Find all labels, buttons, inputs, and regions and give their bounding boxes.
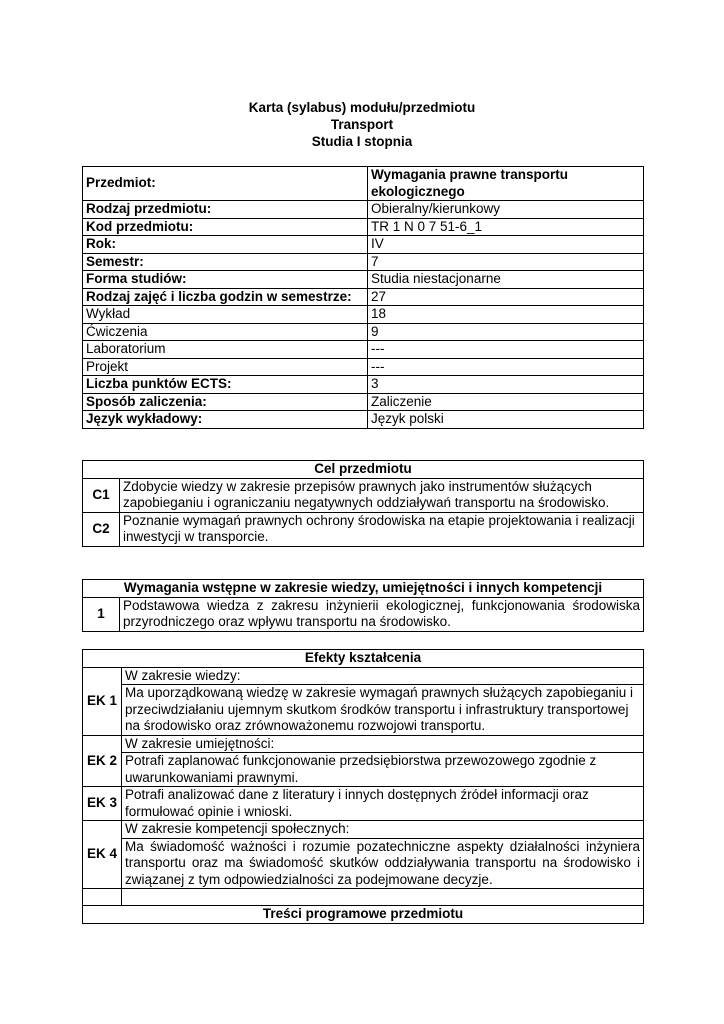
info-row: [83, 288, 644, 306]
goal-code: C2: [83, 512, 120, 546]
outcome-code: EK 3: [83, 787, 122, 821]
prerequisite-text: Podstawowa wiedza z zakresu inżynierii ekologicznej, funkcjonowania środowiska przyrodniczego oraz wpływu transportu na środowisko.: [120, 597, 644, 631]
outcome-text: Ma świadomość ważności i rozumie pozatechniczne aspekty działalności inżyniera transportu oraz ma świadomość skutków oddziaływania transportu na środowisko i związanej z tym odpowiedzialności za podejmowane decyzje.: [122, 838, 644, 889]
goal-text: Zdobycie wiedzy w zakresie przepisów prawnych jako instrumentów służących zapobieganiu i ograniczaniu negatywnych oddziaływań transportu na środowisko.: [120, 478, 644, 512]
prerequisite-code: 1: [83, 597, 120, 631]
goal-code: C1: [83, 478, 120, 512]
outcome-code: EK 2: [83, 735, 122, 787]
info-row: [83, 341, 644, 359]
document-title: [0, 99, 724, 150]
learning-outcomes-table: [82, 649, 644, 924]
info-row: [83, 393, 644, 411]
goal-text: Poznanie wymagań prawnych ochrony środowiska na etapie projektowania i realizacji inwestycji w transporcie.: [120, 512, 644, 546]
info-label: Projekt: [83, 358, 368, 376]
title-line-3: Studia I stopnia: [311, 134, 413, 149]
info-label: Wykład: [83, 306, 368, 324]
info-row: [83, 167, 644, 201]
prerequisites-table: [82, 579, 644, 632]
knowledge-heading: W zakresie wiedzy:: [122, 667, 644, 685]
empty-cell: [83, 889, 122, 906]
goals-title: Cel przedmiotu: [83, 461, 644, 479]
prerequisite-row: [83, 597, 644, 631]
skills-heading: W zakresie umiejętności:: [122, 735, 644, 753]
info-row: [83, 218, 644, 236]
title-line-1: Karta (sylabus) modułu/przedmiotu: [248, 100, 476, 115]
info-row: [83, 236, 644, 254]
info-value: 7: [368, 253, 644, 271]
info-label: Kod przedmiotu:: [83, 218, 368, 236]
social-heading: W zakresie kompetencji społecznych:: [122, 821, 644, 839]
course-goals-table: [82, 460, 644, 547]
info-row: [83, 323, 644, 341]
info-value: Język polski: [368, 411, 644, 429]
info-value: 18: [368, 306, 644, 324]
outcome-code: EK 4: [83, 821, 122, 889]
info-value: 3: [368, 376, 644, 394]
goal-row: [83, 478, 644, 512]
info-label: Ćwiczenia: [83, 323, 368, 341]
info-value: ---: [368, 358, 644, 376]
info-label: Rodzaj zajęć i liczba godzin w semestrze:: [83, 288, 368, 306]
course-info-table: [82, 166, 644, 429]
outcome-text: Ma uporządkowaną wiedzę w zakresie wymagań prawnych służących zapobieganiu i przeciwdziałaniu ujemnym skutkom środków transportu i infrastruktury transportowej na środowisko oraz zrównoważonemu rozwojowi transportu.: [122, 685, 644, 736]
outcome-text: Potrafi zaplanować funkcjonowanie przedsiębiorstwa przewozowego zgodnie z uwarunkowaniami prawnymi.: [122, 753, 644, 787]
info-label: Semestr:: [83, 253, 368, 271]
info-label: Forma studiów:: [83, 271, 368, 289]
info-value: Studia niestacjonarne: [368, 271, 644, 289]
info-label: Laboratorium: [83, 341, 368, 359]
info-row: [83, 253, 644, 271]
prerequisites-title: Wymagania wstępne w zakresie wiedzy, umiejętności i innych kompetencji: [83, 580, 644, 598]
info-value: Wymagania prawne transportu ekologicznego: [368, 167, 644, 201]
info-value: Obieralny/kierunkowy: [368, 201, 644, 219]
info-value: IV: [368, 236, 644, 254]
outcome-text: Potrafi analizować dane z literatury i innych dostępnych źródeł informacji oraz formułować opinie i wnioski.: [122, 787, 644, 821]
info-value: TR 1 N 0 7 51-6_1: [368, 218, 644, 236]
info-row: [83, 358, 644, 376]
info-row: [83, 376, 644, 394]
info-label: Przedmiot:: [83, 167, 368, 201]
info-label: Liczba punktów ECTS:: [83, 376, 368, 394]
empty-cell: [122, 889, 644, 906]
info-row: [83, 411, 644, 429]
info-value: 27: [368, 288, 644, 306]
info-label: Język wykładowy:: [83, 411, 368, 429]
info-label: Sposób zaliczenia:: [83, 393, 368, 411]
title-line-2: Transport: [330, 117, 394, 132]
info-row: [83, 306, 644, 324]
info-value: 9: [368, 323, 644, 341]
info-label: Rok:: [83, 236, 368, 254]
program-content-title: Treści programowe przedmiotu: [83, 906, 644, 924]
info-label: Rodzaj przedmiotu:: [83, 201, 368, 219]
goal-row: [83, 512, 644, 546]
outcomes-title: Efekty kształcenia: [83, 650, 644, 668]
info-row: [83, 201, 644, 219]
outcome-code: EK 1: [83, 667, 122, 735]
info-value: Zaliczenie: [368, 393, 644, 411]
info-row: [83, 271, 644, 289]
info-value: ---: [368, 341, 644, 359]
